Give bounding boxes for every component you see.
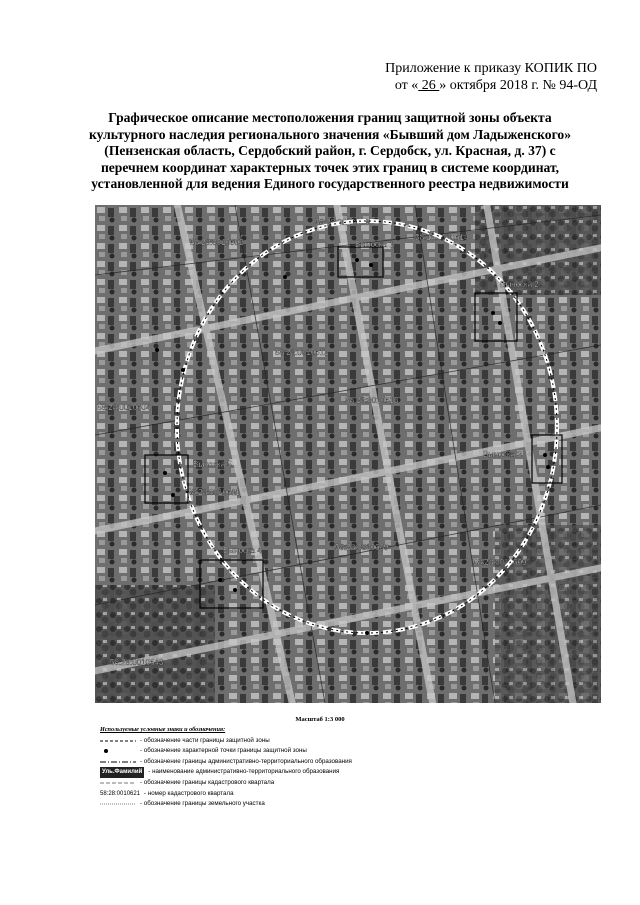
legend-number-sample: 58:28:0010621 [100, 790, 141, 797]
thin-line-icon [100, 800, 136, 808]
callout-label: Выноска 3 [483, 450, 522, 459]
map-scale: Масштаб 1:3 000 [295, 716, 345, 723]
appendix-line2 [385, 77, 597, 94]
legend-item [100, 757, 352, 768]
legend-label-sample: Уль.Фамилий [100, 767, 144, 778]
legend-text: - обозначение характерной точки границы защитной зоны [140, 747, 307, 755]
dotdash-line-icon [100, 758, 136, 766]
legend-text: - обозначение границы кадастрового квартала [140, 778, 275, 786]
date-suffix: » октября 2018 г. № 94-ОД [439, 78, 597, 93]
title-line: перечнем координат характерных точек этих границ в системе координат, [100, 159, 560, 175]
legend-item [100, 736, 352, 747]
legend-item [100, 799, 352, 810]
callout-label: Выноска 5 [193, 460, 232, 469]
legend-text: - обозначение границы административно-территориального образования [140, 757, 352, 765]
legend-item [100, 778, 352, 789]
legend-item [100, 767, 352, 778]
map-canvas [95, 205, 601, 703]
cadastral-label: 58:28:0010612 [275, 348, 329, 357]
cadastral-label: 58:28:0010613 [345, 396, 399, 405]
legend-text: - наименование административно-территориального образования [148, 768, 340, 776]
cadastral-label: 58:28:0010611 [187, 488, 240, 497]
dashed-line-icon [100, 737, 136, 745]
document-title [60, 110, 600, 193]
date-prefix: от « [394, 78, 419, 93]
legend-text: - номер кадастрового квартала [144, 789, 234, 797]
cadastral-label: 58:28:0010609 [473, 558, 527, 567]
date-day: 26 [418, 78, 440, 93]
legend-header: Используемые условные знаки и обозначения: [100, 726, 226, 733]
gray-dashed-line-icon [100, 779, 136, 787]
cadastral-label: 58:28:0010643 [110, 658, 164, 667]
cadastral-label: 58:28:0010602 [190, 238, 244, 247]
point-icon [100, 747, 136, 755]
title-line: Графическое описание местоположения границ защитной зоны объекта [108, 110, 552, 125]
cadastral-label: 58:28:0010604 [97, 403, 151, 412]
title-line: (Пензенская область, Сердобский район, г. Сердобск, ул. Красная, д. 37) с [104, 143, 556, 158]
title-line: культурного наследия регионального значения «Бывший дом Ладыженского» [88, 126, 572, 142]
aerial-map [95, 205, 601, 703]
callout-label: Выноска 1 [355, 240, 394, 249]
legend-item [100, 746, 352, 757]
cadastral-label: 58:28:0010603 [315, 218, 369, 227]
callout-label: Выноска 2 [500, 280, 539, 289]
appendix-line1: Приложение к приказу КОПИК ПО [385, 61, 597, 76]
appendix-note [385, 60, 597, 94]
title-line: установленной для ведения Единого государственного реестра недвижимости [91, 176, 569, 191]
cadastral-label: 58:28:0010614 [415, 233, 469, 242]
callout-label: Выноска 4 [223, 546, 262, 555]
legend-text: - обозначение границы земельного участка [140, 800, 265, 808]
legend-text: - обозначение части границы защитной зоны [140, 736, 270, 744]
legend [100, 725, 352, 810]
legend-item [100, 789, 352, 800]
cadastral-label: 58:28:0010639 [335, 543, 389, 552]
